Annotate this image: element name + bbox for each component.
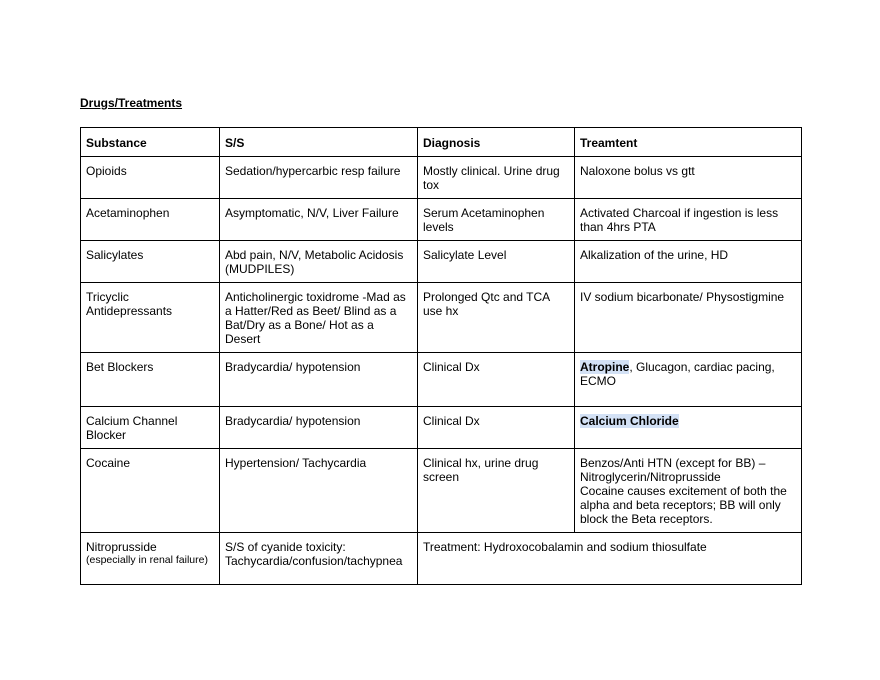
table-row [81,407,802,449]
cell-treatment: Activated Charcoal if ingestion is less than 4hrs PTA [575,199,802,241]
cell-diagnosis: Clinical Dx [418,407,575,449]
cell-diagnosis: Salicylate Level [418,241,575,283]
cell-diagnosis: Clinical Dx [418,353,575,407]
cell-ss: Bradycardia/ hypotension [220,407,418,449]
cell-substance: Opioids [81,157,220,199]
cell-ss: Hypertension/ Tachycardia [220,449,418,533]
table-row [81,199,802,241]
cell-substance [81,533,220,585]
cell-treatment: Naloxone bolus vs gtt [575,157,802,199]
table-row [81,241,802,283]
page-heading: Drugs/Treatments [80,96,183,110]
cell-diagnosis: Prolonged Qtc and TCA use hx [418,283,575,353]
cell-treatment: Alkalization of the urine, HD [575,241,802,283]
cell-substance: Calcium Channel Blocker [81,407,220,449]
table-row [81,283,802,353]
cell-ss: Asymptomatic, N/V, Liver Failure [220,199,418,241]
header-substance: Substance [81,128,220,157]
cell-diagnosis: Clinical hx, urine drug screen [418,449,575,533]
cell-substance: Bet Blockers [81,353,220,407]
cell-merged-treatment: Treatment: Hydroxocobalamin and sodium thiosulfate [418,533,802,585]
table-row [81,353,802,407]
cell-treatment [575,449,802,533]
table-row [81,533,802,585]
highlighted-drug: Atropine [580,360,630,374]
cell-substance: Salicylates [81,241,220,283]
cell-substance: Tricyclic Antidepressants [81,283,220,353]
substance-name: Nitroprusside [86,540,157,554]
table-row [81,157,802,199]
cell-substance: Cocaine [81,449,220,533]
cell-ss: Anticholinergic toxidrome -Mad as a Hatter/Red as Beet/ Blind as a Bat/Dry as a Bone/ Hot as a Desert [220,283,418,353]
cell-ss: Abd pain, N/V, Metabolic Acidosis (MUDPILES) [220,241,418,283]
header-treatment: Treamtent [575,128,802,157]
cell-ss: S/S of cyanide toxicity: Tachycardia/confusion/tachypnea [220,533,418,585]
header-diagnosis: Diagnosis [418,128,575,157]
highlighted-drug: Calcium Chloride [580,414,679,428]
cell-diagnosis: Serum Acetaminophen levels [418,199,575,241]
cell-treatment [575,353,802,407]
cell-ss: Sedation/hypercarbic resp failure [220,157,418,199]
cell-treatment: IV sodium bicarbonate/ Physostigmine [575,283,802,353]
treatment-line: Benzos/Anti HTN (except for BB) – Nitroglycerin/Nitroprusside [580,456,766,484]
drugs-treatments-table [80,127,802,585]
cell-substance: Acetaminophen [81,199,220,241]
substance-note: (especially in renal failure) [86,554,208,566]
cell-treatment [575,407,802,449]
cell-diagnosis: Mostly clinical. Urine drug tox [418,157,575,199]
table-row [81,449,802,533]
header-ss: S/S [220,128,418,157]
cell-ss: Bradycardia/ hypotension [220,353,418,407]
table-header-row [81,128,802,157]
treatment-text: , Glucagon, cardiac pacing, ECMO [580,360,775,388]
treatment-line: Cocaine causes excitement of both the alpha and beta receptors; BB will only block the Beta receptors. [580,484,787,526]
